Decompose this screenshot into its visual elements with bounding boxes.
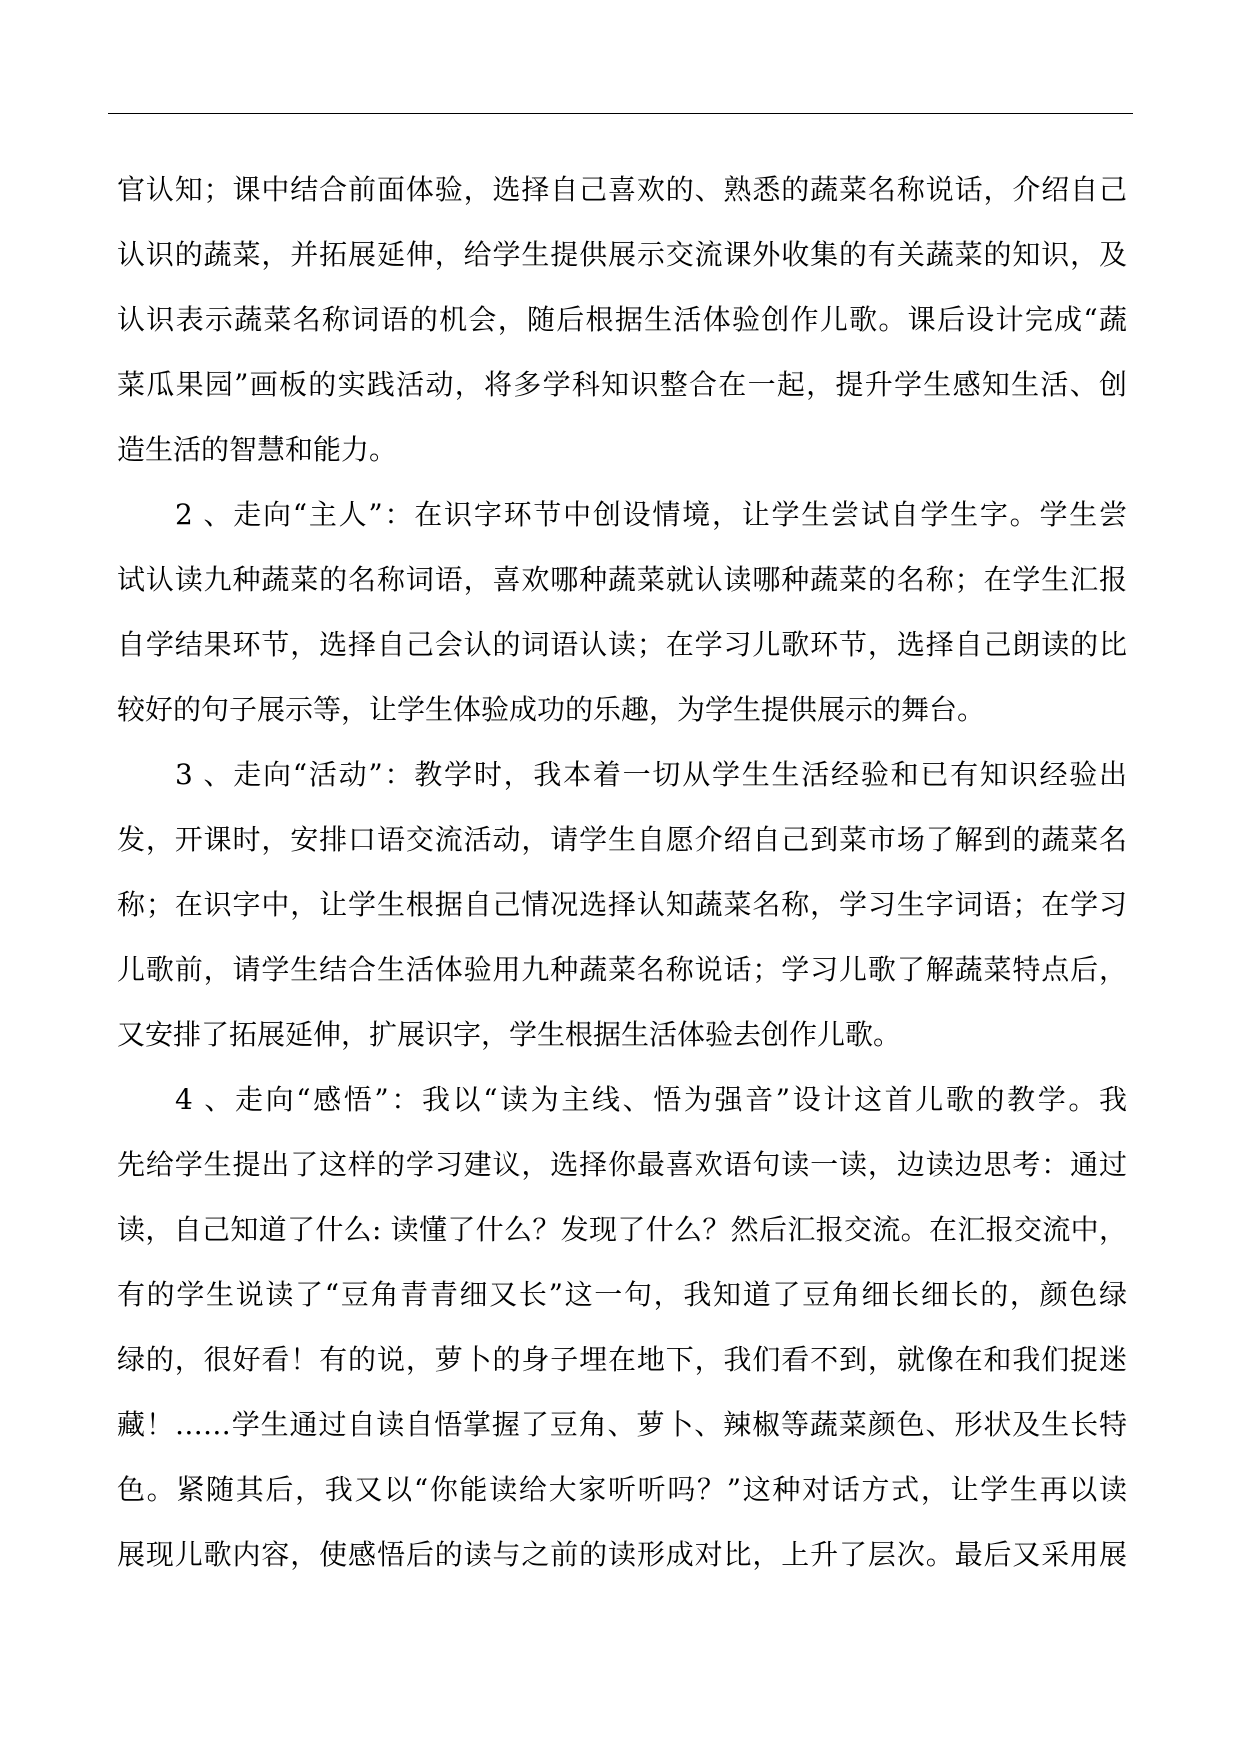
text-line: 展现儿歌内容，使感悟后的读与之前的读形成对比，上升了层次。最后又采用展: [117, 1538, 1127, 1571]
paragraph: [117, 157, 1127, 482]
header-rule: [108, 113, 1133, 114]
text-line: 有的学生说读了“豆角青青细又长”这一句，我知道了豆角细长细长的，颜色绿: [117, 1278, 1127, 1311]
text-line: 试认读九种蔬菜的名称词语，喜欢哪种蔬菜就认读哪种蔬菜的名称；在学生汇报: [117, 563, 1127, 596]
text-line: 称；在识字中，让学生根据自己情况选择认知蔬菜名称，学习生字词语；在学习: [117, 888, 1127, 921]
text-line: 认识的蔬菜，并拓展延伸，给学生提供展示交流课外收集的有关蔬菜的知识，及: [117, 238, 1127, 271]
paragraph: [117, 482, 1127, 742]
document-body: [117, 157, 1127, 1587]
text-line: 发，开课时，安排口语交流活动，请学生自愿介绍自己到菜市场了解到的蔬菜名: [117, 823, 1127, 856]
text-line: 认识表示蔬菜名称词语的机会，随后根据生活体验创作儿歌。课后设计完成“蔬: [117, 303, 1127, 336]
text-line: 色。紧随其后，我又以“你能读给大家听听吗？”这种对话方式，让学生再以读: [117, 1473, 1127, 1506]
text-line: 儿歌前，请学生结合生活体验用九种蔬菜名称说话；学习儿歌了解蔬菜特点后，: [117, 953, 1127, 986]
paragraph: [117, 1067, 1127, 1587]
text-line: 菜瓜果园”画板的实践活动，将多学科知识整合在一起，提升学生感知生活、创: [117, 368, 1127, 401]
text-line: 读，自己知道了什么: 读懂了什么？发现了什么？然后汇报交流。在汇报交流中，: [117, 1213, 1127, 1246]
text-line: 藏！……学生通过自读自悟掌握了豆角、萝卜、辣椒等蔬菜颜色、形状及生长特: [117, 1408, 1127, 1441]
text-line: 官认知；课中结合前面体验，选择自己喜欢的、熟悉的蔬菜名称说话，介绍自己: [117, 173, 1127, 206]
text-line: 自学结果环节，选择自己会认的词语认读；在学习儿歌环节，选择自己朗读的比: [117, 628, 1127, 661]
text-line: 先给学生提出了这样的学习建议，选择你最喜欢语句读一读，边读边思考：通过: [117, 1148, 1127, 1181]
text-line: 2 、走向“主人”：在识字环节中创设情境，让学生尝试自学生字。学生尝: [175, 498, 1127, 531]
text-line: 3 、走向“活动”：教学时，我本着一切从学生生活经验和已有知识经验出: [175, 758, 1127, 791]
text-line: 较好的句子展示等，让学生体验成功的乐趣，为学生提供展示的舞台。: [117, 693, 986, 726]
text-line: 绿的，很好看！有的说，萝卜的身子埋在地下，我们看不到，就像在和我们捉迷: [117, 1343, 1127, 1376]
text-line: 又安排了拓展延伸，扩展识字，学生根据生活体验去创作儿歌。: [117, 1018, 902, 1051]
paragraph: [117, 742, 1127, 1067]
text-line: 造生活的智慧和能力。: [117, 433, 398, 466]
text-line: 4 、走向“感悟”：我以“读为主线、悟为强音”设计这首儿歌的教学。我: [175, 1083, 1127, 1116]
